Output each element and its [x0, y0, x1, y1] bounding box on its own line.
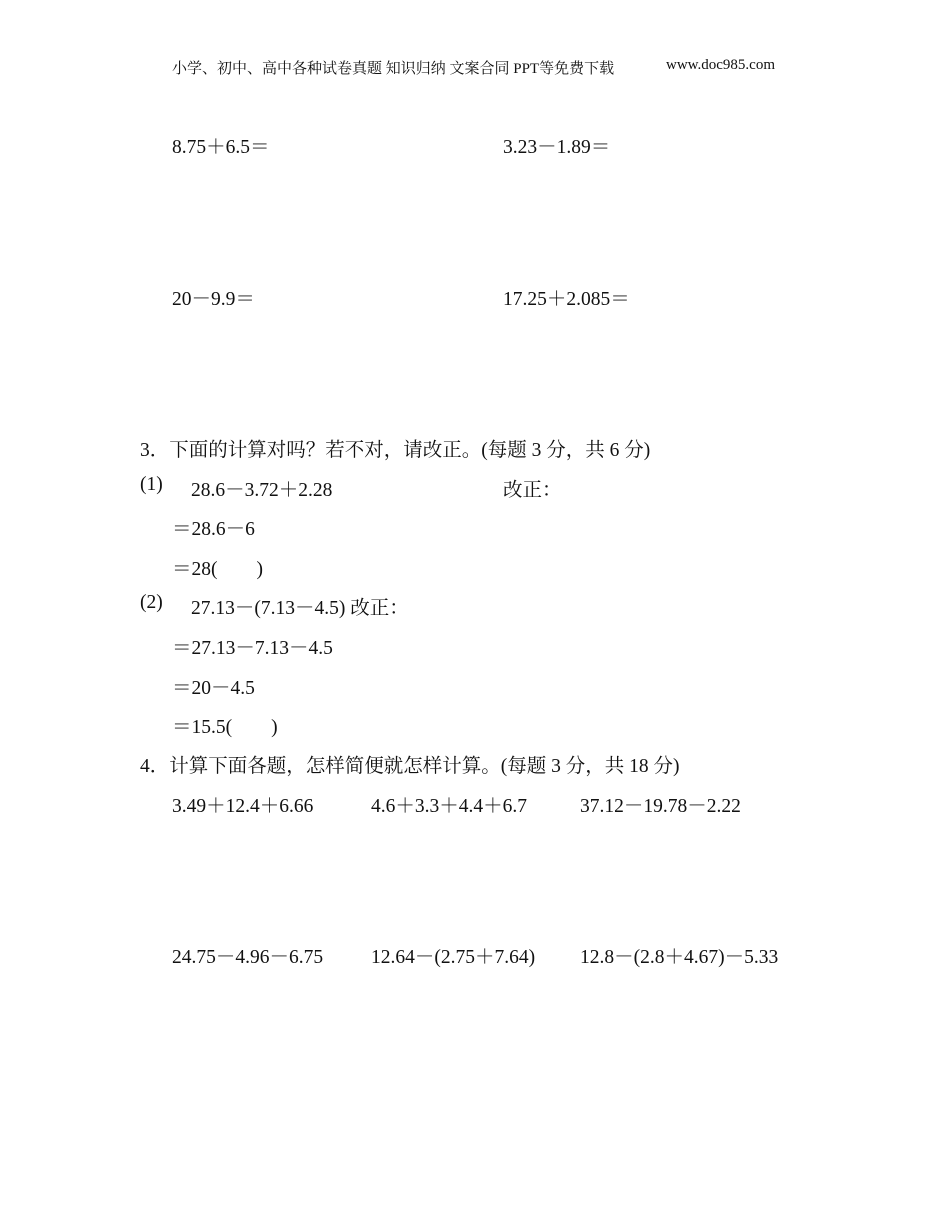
question-3-title: 3．下面的计算对吗？若不对，请改正。(每题 3 分，共 6 分) — [140, 440, 651, 461]
q4-expression: 4.6＋3.3＋4.4＋6.7 — [371, 796, 528, 817]
q4-expression: 37.12－19.78－2.22 — [580, 796, 741, 817]
calc-expression: 20－9.9＝ — [172, 289, 255, 310]
header-website-link[interactable]: www.doc985.com — [666, 57, 776, 73]
q3-part1-number: (1) — [140, 474, 163, 495]
q4-expression: 3.49＋12.4＋6.66 — [172, 796, 314, 817]
q4-expression: 12.8－(2.8＋4.67)－5.33 — [580, 947, 779, 968]
q3-part2-step: ＝27.13－7.13－4.5 — [172, 638, 333, 659]
q3-part2-step: ＝20－4.5 — [172, 678, 255, 699]
q3-part1-step: ＝28( ) — [172, 559, 263, 580]
q3-part1-step: ＝28.6－6 — [172, 519, 255, 540]
q4-expression: 24.75－4.96－6.75 — [172, 947, 324, 968]
q4-expression: 12.64－(2.75＋7.64) — [371, 947, 536, 968]
header-resources-text: 小学、初中、高中各种试卷真题 知识归纳 文案合同 PPT等免费下载 — [172, 61, 615, 77]
q3-part2-step: ＝15.5( ) — [172, 717, 278, 738]
q3-part1-correction-label: 改正： — [503, 480, 562, 501]
calc-expression: 3.23－1.89＝ — [503, 137, 611, 158]
calc-expression: 17.25＋2.085＝ — [503, 289, 630, 310]
q3-part2-expression: 27.13－(7.13－4.5) 改正： — [191, 598, 409, 619]
question-4-title: 4．计算下面各题，怎样简便就怎样计算。(每题 3 分，共 18 分) — [140, 756, 680, 777]
q3-part1-expression: 28.6－3.72＋2.28 — [191, 480, 333, 501]
calc-expression: 8.75＋6.5＝ — [172, 137, 270, 158]
q3-part2-number: (2) — [140, 592, 163, 613]
